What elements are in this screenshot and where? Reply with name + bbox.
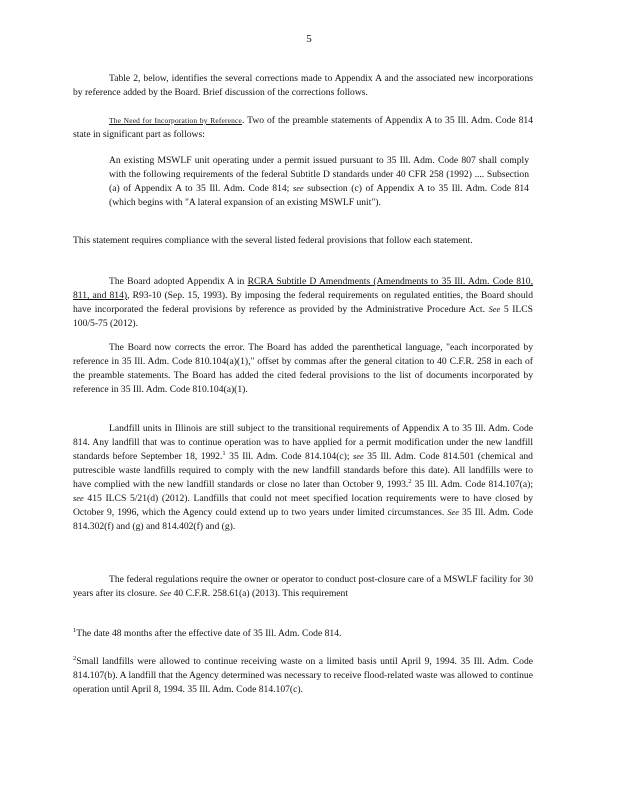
- paragraph-need-text: . Two of the preamble statements of Appendix A to 35 Ill. Adm. Code 814 state in significant part as follows:: [73, 115, 533, 140]
- page-number: 5: [306, 33, 312, 45]
- paragraph-landfill-d: 35 Ill. Adm. Code 814.107(a);: [414, 479, 533, 490]
- paragraph-board-adopted-c: 5 ILCS 100/5-75 (2012).: [73, 304, 533, 329]
- paragraph-board-adopted-a: The Board adopted Appendix A in: [109, 276, 245, 287]
- footnote-mark: 2: [73, 654, 77, 662]
- paragraph-intro: [73, 72, 533, 100]
- paragraph-board-adopted-b: , R93-10 (Sep. 15, 1993). By imposing the federal requirements on regulated entities, the Board should have incorporated the federal provisions by reference as provided by the Administrative Procedure Act.: [73, 290, 533, 315]
- paragraph-correction: [73, 341, 533, 397]
- paragraph-statement: [73, 234, 533, 248]
- footnote-2: [73, 655, 533, 697]
- case-citation: RCRA Subtitle D Amendments (Amendments to 35 Ill. Adm. Code 810, 811, and 814): [73, 276, 533, 301]
- block-quote-text-a: An existing MSWLF unit operating under a permit issued pursuant to 35 Ill. Adm. Code 807 shall comply with the following requirements of the federal Subtitle D standards under 40 CFR 258 (1992) .... Subsection (a) of Appendix A to 35 Ill. Adm. Code 814;: [109, 155, 529, 194]
- paragraph-intro-text: Table 2, below, identifies the several corrections made to Appendix A and the associated new incorporations by reference added by the Board. Brief discussion of the corrections follows.: [73, 73, 533, 98]
- paragraph-federal-b: 40 C.F.R. 258.61(a) (2013). This requirement: [173, 588, 349, 599]
- paragraph-landfill-e: 415 ILCS 5/21(d) (2012). Landfills that could not meet specified location requirements were to have closed by October 9, 1996, which the Agency could extend up to two years under limited circumstances.: [73, 493, 533, 518]
- paragraph-landfill-b: 35 Ill. Adm. Code 814.104(c);: [229, 451, 350, 462]
- paragraph-federal-regulations: [73, 573, 533, 601]
- paragraph-landfill-c: 35 Ill. Adm. Code 814.501 (chemical and putrescible waste landfills required to comply with the new landfill standards before this date). All landfills were to have complied with the new landfill standards or close no later than October 9, 1993.: [73, 451, 533, 490]
- see-signal: See: [447, 508, 459, 517]
- see-signal: see: [353, 452, 364, 461]
- paragraph-landfill-units: [73, 422, 533, 534]
- paragraph-correction-text: The Board now corrects the error. The Board has added the parenthetical language, "each incorporated by reference in 35 Ill. Adm. Code 810.104(a)(1)," offset by commas after the general citation to 40 C.F.R. 258 in each of the preamble statements. The Board has added the cited federal provisions to the list of documents incorporated by reference in 35 Ill. Adm. Code 810.104(a)(1).: [73, 342, 533, 395]
- paragraph-need-for-incorporation: [73, 114, 533, 142]
- paragraph-board-adopted: [73, 275, 533, 331]
- paragraph-landfill-a: Landfill units in Illinois are still subject to the transitional requirements of Appendix A to 35 Ill. Adm. Code 814. Any landfill that was to continue operation was to have applied for a permit modification under the new landfill standards before September 18, 1992.: [73, 423, 533, 462]
- footnote-1: [73, 627, 533, 641]
- paragraph-landfill-f: 35 Ill. Adm. Code 814.302(f) and (g) and 814.402(f) and (g).: [73, 507, 533, 532]
- see-signal: See: [159, 589, 172, 598]
- footnote-text: The date 48 months after the effective date of 35 Ill. Adm. Code 814.: [76, 628, 342, 639]
- see-signal: see: [73, 494, 84, 503]
- block-quote: [109, 154, 529, 210]
- footnote-text: Small landfills were allowed to continue receiving waste on a limited basis until April 9, 1994. 35 Ill. Adm. Code 814.107(b). A landfill that the Agency determined was necessary to receive flood-related waste was allowed to continue operation until April 8, 1994. 35 Ill. Adm. Code 814.107(c).: [73, 656, 533, 695]
- footnote-ref-1: 1: [222, 449, 226, 457]
- footnote-mark: 1: [73, 626, 77, 634]
- see-signal: See: [488, 305, 501, 314]
- footnote-ref-2: 2: [408, 477, 412, 485]
- section-heading: The Need for Incorporation by Reference: [109, 116, 242, 125]
- block-quote-text-b: subsection (c) of Appendix A to 35 Ill. Adm. Code 814 (which begins with "A lateral expansion of an existing MSWLF unit").: [109, 183, 529, 208]
- see-signal: see: [292, 184, 304, 193]
- paragraph-statement-text: This statement requires compliance with the several listed federal provisions that follow each statement.: [73, 235, 473, 246]
- paragraph-federal-a: The federal regulations require the owner or operator to conduct post-closure care of a MSWLF facility for 30 years after its closure.: [73, 574, 533, 599]
